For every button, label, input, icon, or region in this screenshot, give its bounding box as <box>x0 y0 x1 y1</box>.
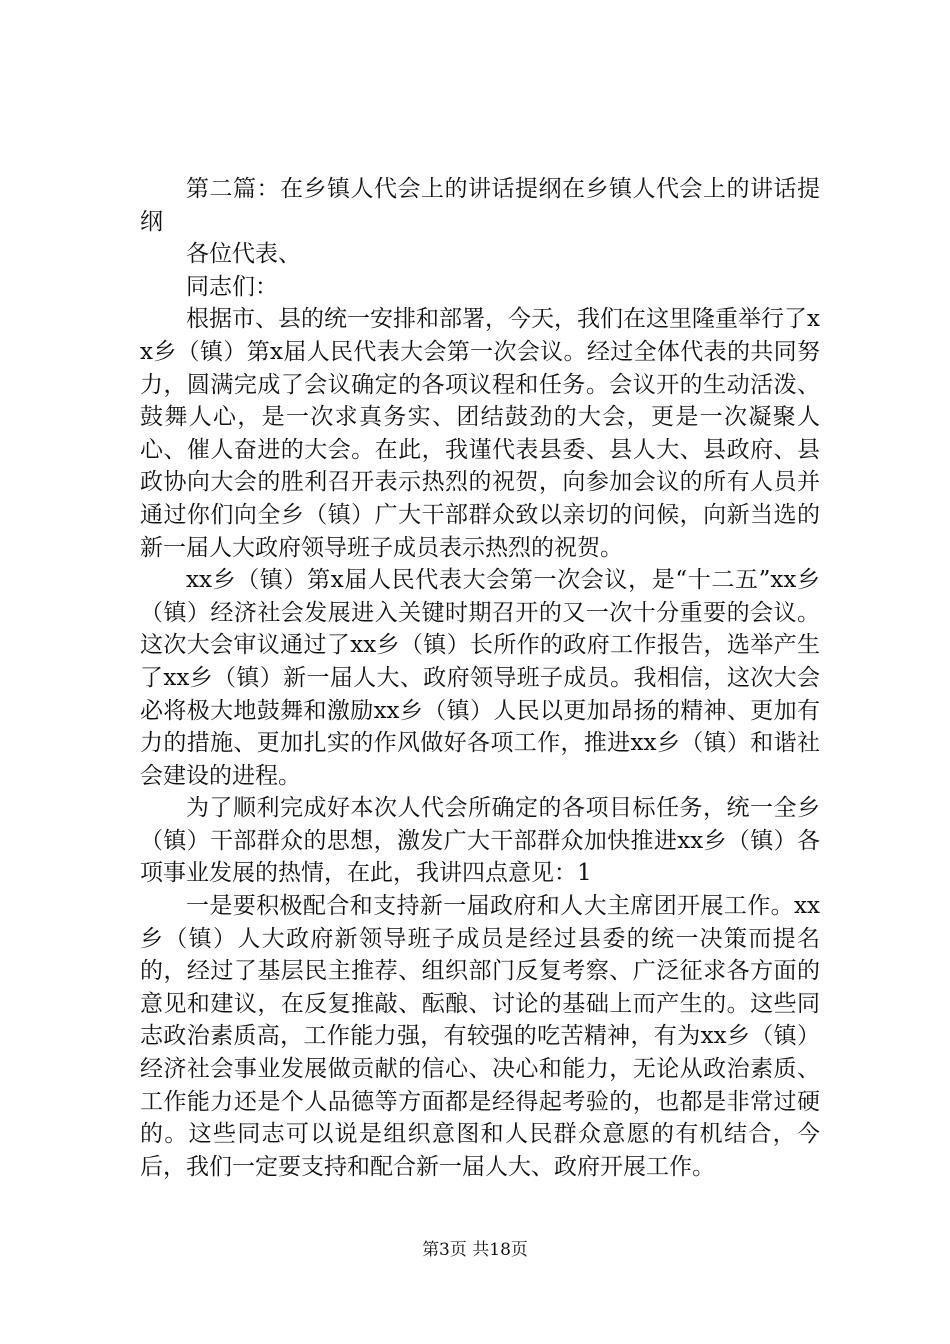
paragraph: 根据市、县的统一安排和部署，今天，我们在这里隆重举行了xx乡（镇）第x届人民代表大会第一次会议。经过全体代表的共同努力，圆满完成了会议确定的各项议程和任务。会议开的生动活泼、鼓舞人心，是一次求真务实、团结鼓劲的大会，更是一次凝聚人心、催人奋进的大会。在此，我谨代表县委、县人大、县政府、县政协向大会的胜利召开表示热烈的祝贺，向参加会议的所有人员并通过你们向全乡（镇）广大干部群众致以亲切的问候，向新当选的新一届人大政府领导班子成员表示热烈的祝贺。 <box>140 306 820 561</box>
document-body <box>140 173 820 1183</box>
page-number-footer: 第3页 共18页 <box>422 1240 528 1260</box>
paragraph: 为了顺利完成好本次人代会所确定的各项目标任务，统一全乡（镇）干部群众的思想，激发广大干部群众加快推进xx乡（镇）各项事业发展的热情，在此，我讲四点意见：1 <box>140 795 820 887</box>
paragraph: 一是要积极配合和支持新一届政府和人大主席团开展工作。xx乡（镇）人大政府新领导班子成员是经过县委的统一决策而提名的，经过了基层民主推荐、组织部门反复考察、广泛征求各方面的意见和建议，在反复推敲、酝酿、讨论的基础上而产生的。这些同志政治素质高，工作能力强，有较强的吃苦精神，有为xx乡（镇）经济社会事业发展做贡献的信心、决心和能力，无论从政治素质、工作能力还是个人品德等方面都是经得起考验的，也都是非常过硬的。这些同志可以说是组织意图和人民群众意愿的有机结合，今后，我们一定要支持和配合新一届人大、政府开展工作。 <box>140 893 820 1180</box>
paragraph: xx乡（镇）第x届人民代表大会第一次会议，是“十二五”xx乡（镇）经济社会发展进入关键时期召开的又一次十分重要的会议。这次大会审议通过了xx乡（镇）长所作的政府工作报告，选举产生了xx乡（镇）新一届人大、政府领导班子成员。我相信，这次大会必将极大地鼓舞和激励xx乡（镇）人民以更加昂扬的精神、更加有力的措施、更加扎实的作风做好各项工作，推进xx乡（镇）和谐社会建设的进程。 <box>140 567 820 789</box>
salutation-comrades: 同志们： <box>186 273 278 300</box>
document-title: 第二篇：在乡镇人代会上的讲话提纲在乡镇人代会上的讲话提纲 <box>140 176 820 235</box>
salutation-representatives: 各位代表、 <box>186 241 301 268</box>
